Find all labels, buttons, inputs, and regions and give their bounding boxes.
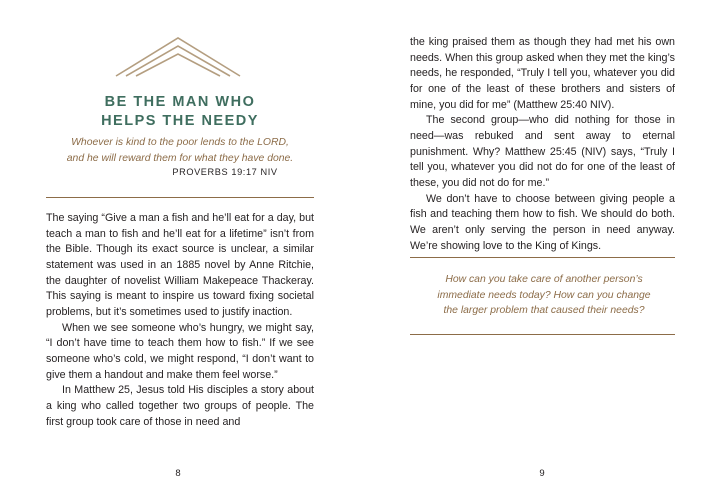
epigraph-line: and he will reward them for what they have done. <box>66 152 294 164</box>
epigraph <box>46 135 314 166</box>
epigraph-citation: PROVERBS 19:17 NIV <box>172 167 278 177</box>
left-body-text <box>46 211 314 430</box>
page-number: 8 <box>175 468 181 479</box>
page-number: 9 <box>539 468 545 479</box>
reflection-line: How can you take care of another person’s <box>445 274 643 285</box>
divider-rule <box>46 197 314 198</box>
divider-rule <box>410 334 675 335</box>
reflection-line: immediate needs today? How can you change <box>437 289 651 301</box>
divider-rule <box>410 257 675 258</box>
mountain-icon <box>113 34 243 78</box>
chapter-title <box>60 93 300 131</box>
paragraph: In Matthew 25, Jesus told His disciples a story about a king who called together two groups of people. The first group took care of those in need and <box>46 384 314 428</box>
paragraph: The saying “Give a man a fish and he’ll eat for a day, but teach a man to fish and he’ll eat for a lifetime” isn’t from the Bible. Though its exact source is unclear, a similar statement was used in an 1885 novel by Anne Ritchie, the daughter of novelist William Makepeace Thackeray. This saying is meant to inspire us toward fixing societal problems, but it’s sometimes used to justify inaction. <box>46 212 314 318</box>
chapter-title-line: BE THE MAN WHO <box>104 94 256 110</box>
chapter-title-line: HELPS THE NEEDY <box>101 113 259 129</box>
reflection-line: the larger problem that caused their needs? <box>443 305 645 316</box>
right-body-text <box>410 35 675 254</box>
paragraph: When we see someone who’s hungry, we might say, “I don’t have time to teach them how to fish.” If we see someone who’s cold, we might respond, “I don’t want to give them a handout and make them feel worse.” <box>46 321 314 381</box>
reflection-question <box>418 272 670 319</box>
paragraph: the king praised them as though they had met his own needs. When this group asked when they met the king’s needs, he responded, “Truly I tell you, whatever you did for one of the least of these brothers and sisters of mine, you did for me” (Matthew 25:40 NIV). <box>410 36 675 111</box>
paragraph: The second group—who did nothing for those in need—was rebuked and sent away to eternal punishment. Why? Matthew 25:45 (NIV) says, “Truly I tell you, whatever you did not do for one of the least of these, you did not do for me.” <box>410 114 675 189</box>
paragraph: We don’t have to choose between giving people a fish and teaching them how to fish. We should do both. We aren’t only serving the person in need anyway. We’re showing love to the King of Kings. <box>410 192 675 252</box>
epigraph-line: Whoever is kind to the poor lends to the LORD, <box>71 137 289 148</box>
